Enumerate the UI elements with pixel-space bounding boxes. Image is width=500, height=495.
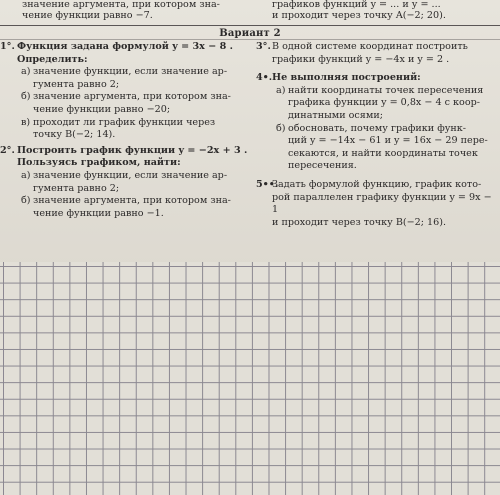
task-2 [0, 145, 252, 221]
task-statement: Определить: [17, 53, 88, 65]
task-statement: Функция задана формулой y = 3x − 8 . [17, 41, 233, 52]
subtask-line: секаются, и найти координаты точек [288, 147, 478, 159]
task-1 [0, 41, 252, 142]
fragment-line: и проходит через точку A(−2; 20). [272, 10, 446, 21]
subtask [17, 66, 252, 91]
task-statement: Не выполняя построений: [272, 72, 421, 84]
subtask [272, 123, 500, 173]
fragment-line: чение функции равно −7. [22, 10, 153, 21]
subtask [272, 85, 500, 123]
graph-paper-grid [0, 262, 500, 495]
subtask-label: а) [276, 84, 286, 96]
task-statement: Построить график функции y = −2x + 3 . [17, 144, 248, 156]
right-column [256, 41, 500, 232]
task-3 [256, 41, 500, 66]
variant-title: Вариант 2 [219, 28, 281, 39]
task-statement: графики функций y = −4x и y = 2 . [272, 53, 450, 65]
subtask-line: найти координаты точек пересечения [288, 84, 484, 96]
task-number: 4•. [256, 72, 273, 84]
subtask [17, 195, 252, 220]
subtask-line: обосновать, почему графики функ- [288, 122, 466, 134]
subtask-label: б) [276, 122, 286, 134]
left-column [0, 41, 252, 223]
previous-variant-fragment-right [272, 0, 497, 21]
subtask-line: ций y = −14x − 61 и y = 16x − 29 пере- [288, 135, 488, 147]
subtask-line: пересечения. [288, 160, 357, 172]
subtask [17, 170, 252, 195]
task-number: 3°. [256, 41, 271, 52]
subtask-label: в) [21, 116, 31, 128]
subtask-line: проходит ли график функции через [33, 116, 216, 128]
subtask-line: значение функции, если значение ар- [33, 169, 228, 181]
subtask-line: значение аргумента, при котором зна- [33, 91, 231, 103]
subtask-line: гумента равно 2; [33, 182, 120, 194]
subtask-line: значение аргумента, при котором зна- [33, 195, 231, 207]
task-number: 1°. [0, 41, 15, 52]
subtask-label: б) [21, 91, 31, 103]
previous-variant-fragment-left [22, 0, 247, 21]
task-4 [256, 72, 500, 173]
subtask-line: графика функции y = 0,8x − 4 с коор- [288, 97, 480, 109]
subtask-line: чение функции равно −20; [33, 103, 171, 115]
task-statement: В одной системе координат построить [272, 41, 468, 52]
task-statement: Задать формулой функцию, график кото- [272, 178, 482, 190]
task-number: 5••. [256, 178, 279, 190]
subtask-line: динатными осями; [288, 109, 383, 121]
task-number: 2°. [0, 144, 15, 156]
task-5 [256, 179, 500, 229]
subtask-label: а) [21, 66, 31, 78]
task-statement: рой параллелен графику функции y = 9x − 1 [272, 191, 492, 216]
subtask-line: чение функции равно −1. [33, 207, 164, 219]
subtask-label: а) [21, 169, 31, 181]
title-underline [0, 39, 500, 40]
section-divider [0, 25, 500, 26]
subtask-line: точку B(−2; 14). [33, 129, 116, 141]
subtask-line: значение функции, если значение ар- [33, 66, 228, 78]
task-statement: Пользуясь графиком, найти: [17, 157, 181, 169]
subtask [17, 91, 252, 116]
subtask-label: б) [21, 195, 31, 207]
subtask-line: гумента равно 2; [33, 78, 120, 90]
task-statement: и проходит через точку B(−2; 16). [272, 216, 447, 228]
fragment-line: значение аргумента, при котором зна- [22, 0, 220, 10]
fragment-line: графиков функций y = ... и у = ... [272, 0, 441, 10]
subtask [17, 117, 252, 142]
